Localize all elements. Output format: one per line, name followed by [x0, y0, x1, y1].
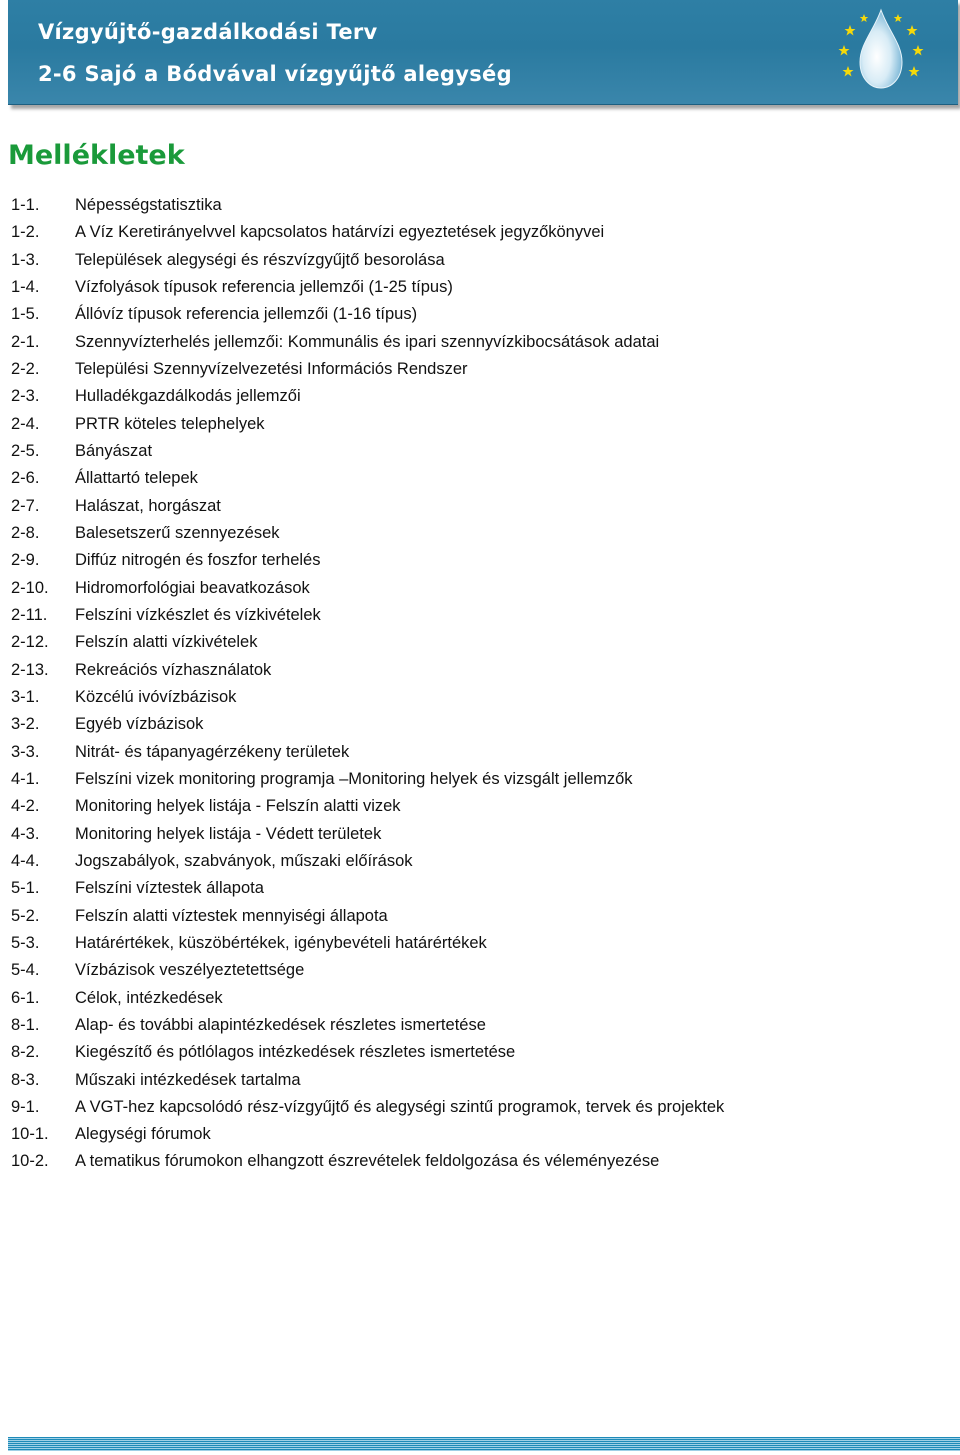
header-subtitle: 2-6 Sajó a Bódvával vízgyűjtő alegység — [38, 62, 512, 86]
annex-title: Halászat, horgászat — [75, 496, 221, 515]
annex-number: 3-1. — [11, 687, 40, 706]
annex-number: 10-2. — [11, 1152, 49, 1171]
annex-number: 2-7. — [11, 496, 40, 515]
annex-title: Alap- és további alapintézkedések részletes ismertetése — [75, 1015, 486, 1034]
annex-title: A VGT-hez kapcsolódó rész-vízgyűjtő és alegységi szintű programok, tervek és projektek — [75, 1097, 725, 1116]
eu-water-drop-logo-icon — [826, 0, 956, 104]
annex-number: 2-12. — [11, 633, 49, 652]
annex-title: A Víz Keretirányelvvel kapcsolatos határvízi egyeztetések jegyzőkönyvei — [75, 223, 605, 242]
annex-item — [11, 930, 941, 957]
annex-item — [11, 411, 941, 438]
annex-title: Állóvíz típusok referencia jellemzői (1-16 típus) — [75, 305, 418, 324]
annex-number: 8-2. — [11, 1043, 40, 1062]
annex-number: 1-1. — [11, 196, 40, 214]
annex-title: Felszín alatti víztestek mennyiségi állapota — [75, 906, 388, 925]
annex-number: 3-2. — [11, 715, 40, 734]
annex-title: Települési Szennyvízelvezetési Információs Rendszer — [75, 359, 468, 378]
header-title: Vízgyűjtő-gazdálkodási Terv — [38, 20, 378, 44]
annex-item — [11, 985, 941, 1012]
annex-number: 8-1. — [11, 1015, 40, 1034]
annex-title: Népességstatisztika — [75, 196, 222, 214]
annex-title: Szennyvízterhelés jellemzői: Kommunális és ipari szennyvízkibocsátások adatai — [75, 332, 660, 351]
annex-title: Monitoring helyek listája - Felszín alatti vizek — [75, 797, 401, 816]
annex-title: Felszíni vizek monitoring programja –Monitoring helyek és vizsgált jellemzők — [75, 769, 633, 788]
annex-number: 2-6. — [11, 469, 40, 488]
annex-item — [11, 739, 941, 766]
annex-title: Balesetszerű szennyezések — [75, 523, 280, 542]
annex-number: 8-3. — [11, 1070, 40, 1089]
annex-title: Felszíni víztestek állapota — [75, 879, 264, 898]
annex-item — [11, 1121, 941, 1148]
annex-number: 2-8. — [11, 523, 40, 542]
annex-item — [11, 383, 941, 410]
annex-item — [11, 219, 941, 246]
annex-number: 1-2. — [11, 223, 40, 242]
annex-title: Jogszabályok, szabványok, műszaki előírások — [75, 851, 413, 870]
annex-item — [11, 657, 941, 684]
annex-number: 5-2. — [11, 906, 40, 925]
annex-number: 3-3. — [11, 742, 40, 761]
annex-item — [11, 1148, 941, 1175]
annex-title: Közcélú ivóvízbázisok — [75, 687, 237, 706]
annex-number: 1-5. — [11, 305, 40, 324]
annex-number: 2-5. — [11, 441, 40, 460]
annex-item — [11, 602, 941, 629]
annex-title: Egyéb vízbázisok — [75, 715, 204, 734]
annex-number: 5-3. — [11, 933, 40, 952]
annex-title: Kiegészítő és pótlólagos intézkedések részletes ismertetése — [75, 1043, 516, 1062]
annex-title: Állattartó telepek — [75, 469, 198, 488]
annex-item — [11, 301, 941, 328]
annex-title: Felszín alatti vízkivételek — [75, 633, 258, 652]
annex-number: 9-1. — [11, 1097, 40, 1116]
annex-title: Vízfolyások típusok referencia jellemzői (1-25 típus) — [75, 277, 453, 296]
annex-number: 2-4. — [11, 414, 40, 433]
annex-item — [11, 329, 941, 356]
annex-item — [11, 821, 941, 848]
annex-number: 6-1. — [11, 988, 40, 1007]
annex-title: A tematikus fórumokon elhangzott észrevételek feldolgozása és véleményezése — [75, 1152, 660, 1171]
annex-item — [11, 848, 941, 875]
annex-item — [11, 247, 941, 274]
annex-title: Felszíni vízkészlet és vízkivételek — [75, 605, 321, 624]
annex-item — [11, 1067, 941, 1094]
annex-number: 1-3. — [11, 250, 40, 269]
annex-item — [11, 766, 941, 793]
annex-number: 5-1. — [11, 879, 40, 898]
annex-title: Rekreációs vízhasználatok — [75, 660, 272, 679]
annex-title: Műszaki intézkedések tartalma — [75, 1070, 301, 1089]
annex-item — [11, 684, 941, 711]
annex-item — [11, 356, 941, 383]
annex-item — [11, 1012, 941, 1039]
annex-number: 2-13. — [11, 660, 49, 679]
annex-item — [11, 903, 941, 930]
annex-number: 2-11. — [11, 605, 48, 624]
annex-item — [11, 465, 941, 492]
annex-title: Települések alegységi és részvízgyűjtő besorolása — [75, 250, 445, 269]
annex-number: 4-4. — [11, 851, 40, 870]
document-header — [8, 0, 958, 105]
annex-number: 5-4. — [11, 961, 40, 980]
annex-number: 2-10. — [11, 578, 49, 597]
annex-number: 4-3. — [11, 824, 40, 843]
annex-title: Alegységi fórumok — [75, 1125, 211, 1144]
annex-item — [11, 1039, 941, 1066]
annex-item — [11, 1094, 941, 1121]
annex-title: Határértékek, küszöbértékek, igénybevételi határértékek — [75, 933, 487, 952]
annex-title: Nitrát- és tápanyagérzékeny területek — [75, 742, 350, 761]
annex-number: 2-2. — [11, 359, 40, 378]
annex-number: 2-9. — [11, 551, 40, 570]
annex-number: 4-2. — [11, 797, 40, 816]
annex-item — [11, 520, 941, 547]
annex-title: Bányászat — [75, 441, 153, 460]
annex-number: 1-4. — [11, 277, 40, 296]
annex-number: 2-3. — [11, 387, 40, 406]
annex-list — [11, 192, 941, 1176]
annex-number: 10-1. — [11, 1125, 49, 1144]
annex-title: Monitoring helyek listája - Védett területek — [75, 824, 382, 843]
annex-number: 2-1. — [11, 332, 40, 351]
annex-item — [11, 575, 941, 602]
annex-title: Hidromorfológiai beavatkozások — [75, 578, 310, 597]
annex-item — [11, 192, 941, 219]
annex-item — [11, 629, 941, 656]
annex-item — [11, 711, 941, 738]
annex-title: Vízbázisok veszélyeztetettsége — [75, 961, 305, 980]
annex-item — [11, 438, 941, 465]
annex-title: Hulladékgazdálkodás jellemzői — [75, 387, 301, 406]
annex-item — [11, 793, 941, 820]
annex-item — [11, 493, 941, 520]
annex-item — [11, 274, 941, 301]
annex-title: Diffúz nitrogén és foszfor terhelés — [75, 551, 321, 570]
annex-title: Célok, intézkedések — [75, 988, 223, 1007]
footer-bar — [8, 1437, 960, 1451]
annex-item — [11, 875, 941, 902]
annex-item — [11, 957, 941, 984]
page-title: Mellékletek — [8, 140, 185, 171]
annex-item — [11, 547, 941, 574]
annex-title: PRTR köteles telephelyek — [75, 414, 265, 433]
annex-number: 4-1. — [11, 769, 40, 788]
